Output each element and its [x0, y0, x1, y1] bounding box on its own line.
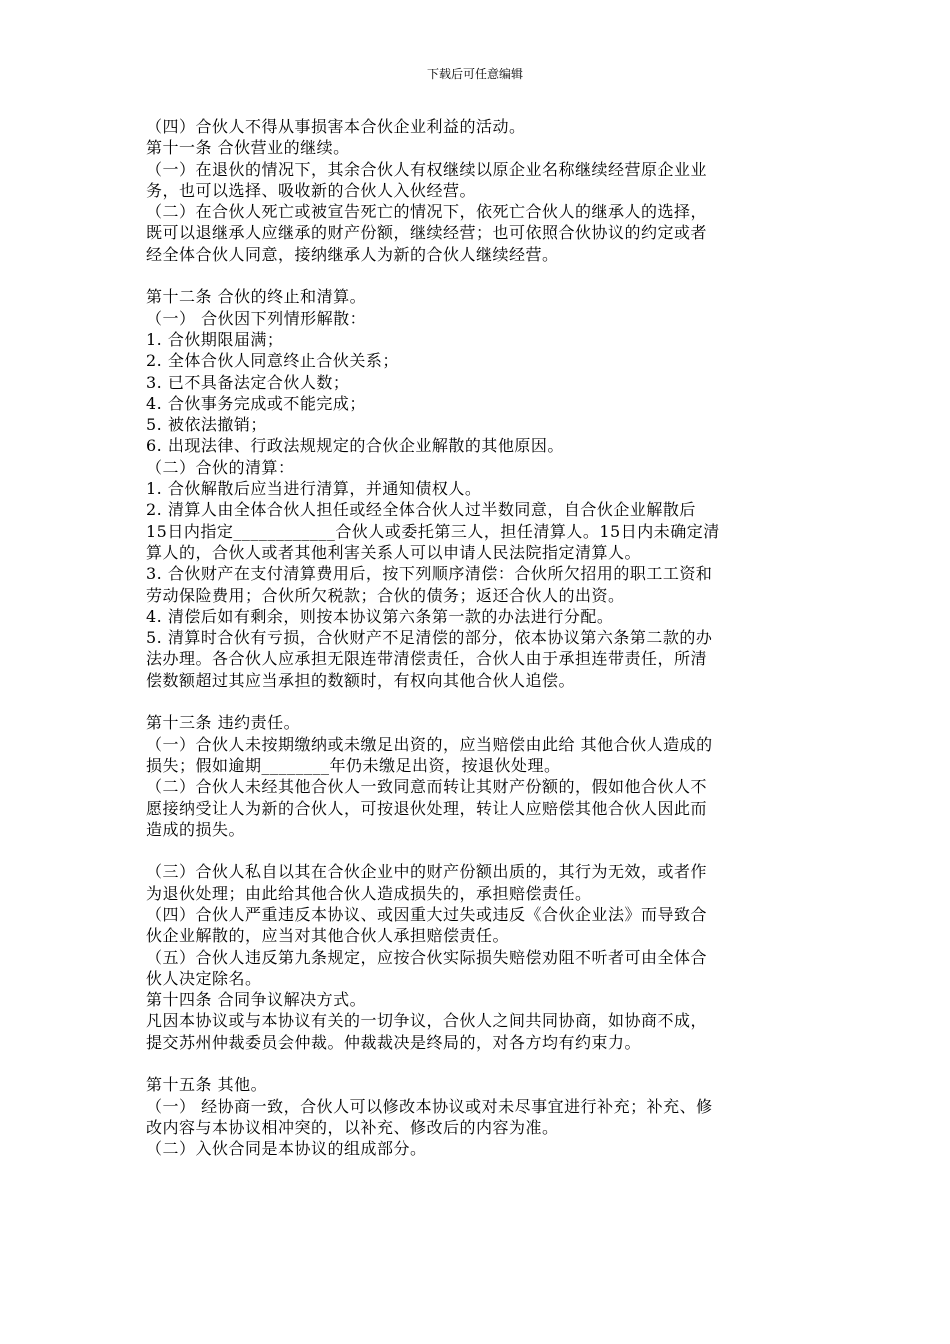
document-body — [146, 116, 810, 1160]
text-line: 6. 出现法律、行政法规规定的合伙企业解散的其他原因。 — [146, 436, 564, 456]
text-line: 伙人决定除名。 — [146, 968, 262, 988]
text-line: 5. 清算时合伙有亏损，合伙财产不足清偿的部分，依本协议第六条第二款的办 — [146, 628, 713, 648]
text-line: （二）合伙的清算： — [146, 457, 295, 477]
text-line: （二）合伙人未经其他合伙人一致同意而转让其财产份额的，假如他合伙人不 — [146, 777, 708, 797]
text-line: 经全体合伙人同意，接纳继承人为新的合伙人继续经营。 — [146, 244, 559, 264]
text-line: 2. 全体合伙人同意终止合伙关系； — [146, 351, 399, 371]
text-line: 既可以退继承人应继承的财产份额，继续经营；也可依照合伙协议的约定或者 — [146, 223, 708, 243]
text-line: （一）在退伙的情况下，其余合伙人有权继续以原企业名称继续经营原企业业 — [146, 159, 708, 179]
blank-line — [146, 840, 810, 861]
text-line: 损失；假如逾期________年仍未缴足出资，按退伙处理。 — [146, 755, 561, 775]
text-line: （一） 合伙因下列情形解散： — [146, 308, 367, 328]
text-line: 愿接纳受让人为新的合伙人，可按退伙处理，转让人应赔偿其他合伙人因此而 — [146, 798, 708, 818]
text-line: （一）合伙人未按期缴纳或未缴足出资的，应当赔偿由此给 其他合伙人造成的 — [146, 734, 713, 754]
text-line: （二）入伙合同是本协议的组成部分。 — [146, 1139, 427, 1159]
text-line: 为退伙处理；由此给其他合伙人造成损失的，承担赔偿责任。 — [146, 883, 592, 903]
text-line: 提交苏州仲裁委员会仲裁。仲裁裁决是终局的，对各方均有约束力。 — [146, 1032, 642, 1052]
text-line: 第十三条 违约责任。 — [146, 713, 301, 733]
text-line: 凡因本协议或与本协议有关的一切争议，合伙人之间共同协商，如协商不成， — [146, 1011, 708, 1031]
text-line: （五）合伙人违反第九条规定，应按合伙实际损失赔偿劝阻不听者可由全体合 — [146, 947, 708, 967]
text-line: （四）合伙人不得从事损害本合伙企业利益的活动。 — [146, 117, 526, 136]
blank-line — [146, 265, 810, 286]
text-line: 务，也可以选择、吸收新的合伙人入伙经营。 — [146, 180, 477, 200]
text-line: 劳动保险费用；合伙所欠税款；合伙的债务；返还合伙人的出资。 — [146, 585, 625, 605]
text-line: 第十一条 合伙营业的继续。 — [146, 138, 350, 158]
text-line: 4. 清偿后如有剩余，则按本协议第六条第一款的办法进行分配。 — [146, 606, 614, 626]
text-line: 3. 合伙财产在支付清算费用后，按下列顺序清偿：合伙所欠招用的职工工资和 — [146, 564, 713, 584]
text-line: （三）合伙人私自以其在合伙企业中的财产份额出质的，其行为无效，或者作 — [146, 862, 708, 882]
text-line: 改内容与本协议相冲突的，以补充、修改后的内容为准。 — [146, 1117, 559, 1137]
text-line: 伙企业解散的，应当对其他合伙人承担赔偿责任。 — [146, 926, 510, 946]
text-line: 1. 合伙期限届满； — [146, 329, 284, 349]
text-line: 1. 合伙解散后应当进行清算，并通知债权人。 — [146, 479, 482, 499]
text-line: 15日内指定____________合伙人或委托第三人，担任清算人。15日内未确定清 — [146, 521, 720, 541]
text-line: 3. 已不具备法定合伙人数； — [146, 372, 350, 392]
text-line: （二）在合伙人死亡或被宣告死亡的情况下，依死亡合伙人的继承人的选择， — [146, 202, 708, 222]
page-header: 下载后可任意编辑 — [426, 67, 523, 81]
blank-line — [146, 1053, 810, 1074]
text-line: 5. 被依法撤销； — [146, 415, 267, 435]
text-line: 造成的损失。 — [146, 819, 246, 839]
text-line: 算人的，合伙人或者其他利害关系人可以申请人民法院指定清算人。 — [146, 542, 642, 562]
text-line: （四）合伙人严重违反本协议、或因重大过失或违反《合伙企业法》而导致合 — [146, 904, 708, 924]
text-line: 第十二条 合伙的终止和清算。 — [146, 287, 367, 307]
text-line: 第十四条 合同争议解决方式。 — [146, 990, 367, 1010]
text-line: 4. 合伙事务完成或不能完成； — [146, 393, 366, 413]
text-line: （一） 经协商一致，合伙人可以修改本协议或对未尽事宜进行补充；补充、修 — [146, 1096, 713, 1116]
text-line: 偿数额超过其应当承担的数额时，有权向其他合伙人追偿。 — [146, 670, 576, 690]
text-line: 2. 清算人由全体合伙人担任或经全体合伙人过半数同意，自合伙企业解散后 — [146, 500, 696, 520]
text-line: 第十五条 其他。 — [146, 1075, 268, 1095]
text-line: 法办理。各合伙人应承担无限连带清偿责任，合伙人由于承担连带责任，所清 — [146, 649, 708, 669]
blank-line — [146, 691, 810, 712]
